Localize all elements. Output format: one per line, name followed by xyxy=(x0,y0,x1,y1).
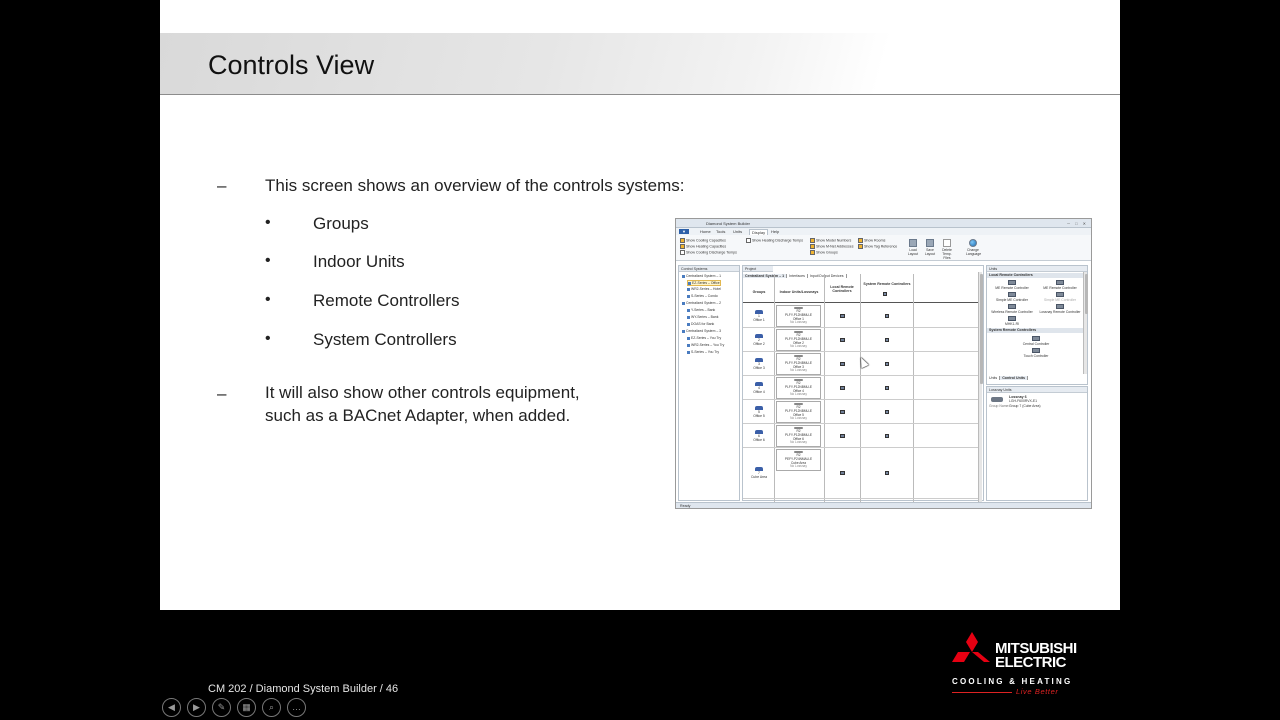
indoor-unit-card[interactable] xyxy=(776,305,821,327)
tree-item[interactable]: WR2-Series – Hotel xyxy=(687,287,721,291)
local-rc-section: Local Remote Controllers xyxy=(987,273,1083,278)
tab-centralized-system[interactable]: Centralized System – 1 xyxy=(743,274,787,278)
iu-model: PLFY-P12NBMU-E xyxy=(785,408,812,413)
group-cell[interactable] xyxy=(745,467,773,479)
see-all-slides-icon[interactable]: ▦ xyxy=(237,698,256,717)
iu-lossnay: No Lossnay xyxy=(790,368,807,373)
iu-location: Office 4 xyxy=(793,388,804,393)
tab-interfaces[interactable]: Interfaces xyxy=(787,274,808,278)
iu-location: Cube Area xyxy=(790,460,807,465)
slide xyxy=(160,0,1120,610)
system-controller-icon[interactable] xyxy=(885,434,889,438)
row-divider xyxy=(743,399,979,400)
column-divider xyxy=(860,274,861,502)
iu-location: Office 1 xyxy=(793,316,804,321)
group-number: 4 xyxy=(758,385,760,390)
system-controller-icon[interactable] xyxy=(885,338,889,342)
opt-heating-capacities[interactable]: Show Heating Capacities xyxy=(680,244,726,249)
bullet-remote-controllers: Remote Controllers xyxy=(313,291,460,310)
bullet-groups: Groups xyxy=(313,214,369,233)
opt-heating-discharge[interactable]: Show Heating Discharge Temps xyxy=(746,238,803,243)
group-number: 3 xyxy=(758,361,760,366)
project-tab[interactable]: Project xyxy=(743,266,773,272)
logo-subtitle: COOLING & HEATING xyxy=(952,677,1073,686)
opt-tag-reference[interactable]: Show Tag Reference xyxy=(858,244,897,249)
group-name: Office 1 xyxy=(753,317,765,322)
iu-location: Office 2 xyxy=(793,340,804,345)
row-divider xyxy=(743,375,979,376)
app-screenshot xyxy=(675,218,1092,509)
control-systems-pane xyxy=(678,265,740,501)
tree-item[interactable]: Centralized System – 1 xyxy=(682,274,721,278)
menu-tools[interactable]: Tools xyxy=(716,229,726,234)
tree-item[interactable]: WY-Series – Bank xyxy=(687,315,718,319)
remote-controller-icon xyxy=(1008,280,1016,285)
opt-groups[interactable]: Show Groups xyxy=(810,250,838,255)
row-divider xyxy=(743,351,979,352)
dash-marker: – xyxy=(217,176,227,195)
central-controller-icon xyxy=(1032,336,1040,341)
iu-model: PLFY-P12NBMU-E xyxy=(785,336,812,341)
group-number: 1 xyxy=(758,313,760,318)
system-rc-section: System Remote Controllers xyxy=(987,328,1083,333)
group-number: 7 xyxy=(758,471,760,475)
local-remote-controller-icon[interactable] xyxy=(840,386,845,390)
iu-location: Office 5 xyxy=(793,412,804,417)
system-controller-header-icon xyxy=(883,292,887,296)
outro-line-2: such as a BACnet Adapter, when added. xyxy=(265,406,571,425)
opt-rooms[interactable]: Show Rooms xyxy=(858,238,885,243)
row-divider xyxy=(743,327,979,328)
menu-display[interactable]: Display xyxy=(749,229,768,235)
change-language-button[interactable]: Change Language xyxy=(966,239,980,256)
iu-model: PLFY-P12NBMU-E xyxy=(785,312,812,317)
group-number: 5 xyxy=(758,409,760,414)
group-cell[interactable] xyxy=(745,334,773,346)
more-options-icon[interactable]: … xyxy=(287,698,306,717)
bullet-marker: • xyxy=(265,252,271,269)
dash-marker: – xyxy=(217,384,227,403)
tree-item[interactable]: WR2-Series – You Try xyxy=(687,343,724,347)
indoor-unit-card[interactable] xyxy=(776,377,821,399)
bullet-marker: • xyxy=(265,291,271,308)
app-window-title: Diamond System Builder xyxy=(706,221,751,226)
iu-model: PEFY-P24NMAU-E xyxy=(784,456,813,461)
logo-tagline: Live Better xyxy=(1016,687,1059,696)
iu-model: PLFY-P12NBMU-E xyxy=(785,432,812,437)
local-remote-controller-icon[interactable] xyxy=(840,314,845,318)
bullet-system-controllers: System Controllers xyxy=(313,330,457,349)
col-system-rc: System Remote Controllers xyxy=(863,282,911,286)
column-divider xyxy=(824,274,825,502)
opt-cooling-capacities[interactable]: Show Cooling Capacities xyxy=(680,238,726,243)
group-name: Office 5 xyxy=(753,413,765,418)
opt-model-numbers[interactable]: Show Model Numbers xyxy=(810,238,851,243)
iu-prefix: R2 xyxy=(796,453,801,457)
tree-item[interactable]: S-Series – Condo xyxy=(687,294,718,298)
outro-line-1: It will also show other controls equipment, xyxy=(265,383,580,402)
column-divider xyxy=(913,274,914,502)
system-controller-icon[interactable] xyxy=(885,362,889,366)
iu-lossnay: No Lossnay xyxy=(790,344,807,349)
load-layout-button[interactable]: Load Layout xyxy=(906,239,920,256)
lossnay-unit-icon xyxy=(991,397,1003,402)
bullet-marker: • xyxy=(265,330,271,347)
indoor-unit-card[interactable] xyxy=(776,353,821,375)
opt-mnet-addresses[interactable]: Show M-Net Addresses xyxy=(810,244,854,249)
lossnay-header: Lossnay Units xyxy=(987,387,1087,393)
rc-card[interactable]: MHK1-RI xyxy=(989,316,1035,326)
tab-units[interactable]: Units xyxy=(987,376,1000,380)
group-name: Office 2 xyxy=(753,341,765,346)
rc-card[interactable]: Lossnay Remote Controller xyxy=(1037,304,1083,314)
row-divider xyxy=(743,423,979,424)
local-remote-controller-icon[interactable] xyxy=(840,338,845,342)
control-systems-header: Control Systems xyxy=(679,266,739,272)
tree-item[interactable]: DOAS for Bank xyxy=(687,322,714,326)
iu-prefix: R2 xyxy=(796,429,801,433)
lossnay-pane xyxy=(986,386,1088,501)
local-remote-controller-icon[interactable] xyxy=(840,362,845,366)
iu-lossnay: No Lossnay xyxy=(790,464,807,469)
iu-lossnay: No Lossnay xyxy=(790,320,807,325)
system-controller-icon[interactable] xyxy=(885,471,889,475)
opt-cooling-discharge[interactable]: Show Cooling Discharge Temps xyxy=(680,250,737,255)
logo-line-1: MITSUBISHI xyxy=(995,640,1077,657)
iu-model: PLFY-P12NBMU-E xyxy=(785,384,812,389)
pen-icon[interactable]: ✎ xyxy=(212,698,231,717)
iu-prefix: R2 xyxy=(796,357,801,361)
system-controller-icon[interactable] xyxy=(885,386,889,390)
remote-controller-icon xyxy=(1056,292,1064,297)
iu-prefix: R2 xyxy=(796,333,801,337)
remote-controller-icon xyxy=(1056,304,1064,309)
row-divider xyxy=(743,447,979,448)
iu-location: Office 6 xyxy=(793,436,804,441)
delete-icon xyxy=(943,239,951,247)
thermostat-icon xyxy=(1008,316,1016,321)
indoor-unit-card[interactable] xyxy=(776,329,821,351)
indoor-unit-card[interactable] xyxy=(776,401,821,423)
three-diamonds-icon xyxy=(952,632,990,662)
group-name: Cube Area xyxy=(750,475,768,479)
sc-card[interactable]: Touch Controller xyxy=(1013,348,1059,358)
save-layout-button[interactable]: Save Layout xyxy=(923,239,937,256)
touch-controller-icon xyxy=(1032,348,1040,353)
slideshow-controls xyxy=(162,698,306,717)
units-tabs xyxy=(987,376,1028,380)
zoom-icon[interactable]: ⌕ xyxy=(262,698,281,717)
tree-item[interactable]: EZ-Series – You Try xyxy=(687,336,721,340)
globe-icon xyxy=(969,239,977,247)
rc-card[interactable]: Simple ME Controller xyxy=(1037,292,1083,302)
header-rule xyxy=(743,302,979,303)
group-cell[interactable] xyxy=(745,406,773,418)
app-ribbon xyxy=(676,235,1091,261)
iu-model: PLFY-P12NBMU-E xyxy=(785,360,812,365)
group-cell[interactable] xyxy=(745,382,773,394)
group-name: Office 3 xyxy=(753,365,765,370)
group-cell[interactable] xyxy=(745,358,773,370)
lossnay-model: LGH-F600RVX-E1 xyxy=(1009,399,1038,403)
iu-prefix: R2 xyxy=(796,405,801,409)
tab-control-units[interactable]: Control Units xyxy=(1000,376,1028,380)
app-status-bar: Ready xyxy=(676,502,1091,508)
next-slide-icon[interactable]: ▶ xyxy=(187,698,206,717)
delete-temp-files-button[interactable]: Delete Temp. Files xyxy=(940,239,954,260)
group-number: 2 xyxy=(758,337,760,342)
units-header: Units xyxy=(987,266,1087,272)
logo-rule xyxy=(952,692,1012,693)
rc-card[interactable]: ME Remote Controller xyxy=(1037,280,1083,290)
indoor-unit-card[interactable] xyxy=(776,425,821,447)
save-layout-icon xyxy=(926,239,934,247)
indoor-unit-card[interactable] xyxy=(776,449,821,471)
menu-home[interactable]: Home xyxy=(700,229,711,234)
local-remote-controller-icon[interactable] xyxy=(840,410,845,414)
app-title-bar xyxy=(676,219,1091,228)
iu-location: Office 3 xyxy=(793,364,804,369)
lossnay-group-label: Group Name: xyxy=(989,404,1010,408)
tree-item[interactable]: Centralized System – 3 xyxy=(682,329,721,333)
iu-lossnay: No Lossnay xyxy=(790,440,807,445)
units-scrollbar[interactable] xyxy=(1083,272,1087,374)
previous-slide-icon[interactable]: ◀ xyxy=(162,698,181,717)
project-subtabs xyxy=(743,274,847,278)
load-layout-icon xyxy=(909,239,917,247)
remote-controller-icon xyxy=(1056,280,1064,285)
iu-lossnay: No Lossnay xyxy=(790,416,807,421)
group-cell[interactable] xyxy=(745,430,773,442)
col-groups: Groups xyxy=(752,290,766,294)
column-divider xyxy=(774,274,775,502)
rc-card[interactable]: Simple ME Controller xyxy=(989,292,1035,302)
group-cell[interactable] xyxy=(745,310,773,322)
project-pane xyxy=(742,265,984,501)
group-name: Office 4 xyxy=(753,389,765,394)
system-controller-icon[interactable] xyxy=(885,410,889,414)
col-indoor-units: Indoor Units/Lossnays xyxy=(779,290,819,294)
group-name: Office 6 xyxy=(753,437,765,442)
app-file-menu[interactable]: ▼ xyxy=(679,229,689,234)
window-buttons[interactable]: ─ □ ✕ xyxy=(1067,221,1088,226)
app-menu xyxy=(676,228,1091,235)
menu-help[interactable]: Help xyxy=(771,229,780,234)
remote-controller-icon xyxy=(1008,304,1016,309)
tab-io-devices[interactable]: Input/Output Devices xyxy=(808,274,847,278)
rc-card[interactable]: Wireless Remote Controller xyxy=(989,304,1035,314)
iu-prefix: R2 xyxy=(796,381,801,385)
project-scrollbar[interactable] xyxy=(978,272,982,502)
lossnay-group: Group 7 (Cube Area) xyxy=(1009,404,1041,408)
system-controller-icon[interactable] xyxy=(885,314,889,318)
remote-controller-icon xyxy=(1008,292,1016,297)
rc-card[interactable]: ME Remote Controller xyxy=(989,280,1035,290)
logo-line-2: ELECTRIC xyxy=(995,654,1066,671)
iu-prefix: R2 xyxy=(796,309,801,313)
tree-item[interactable]: Centralized System – 2 xyxy=(682,301,721,305)
footer-text: CM 202 / Diamond System Builder / 46 xyxy=(208,683,399,695)
menu-units[interactable]: Units xyxy=(733,229,743,234)
tree-item[interactable]: EZ-Series – Office xyxy=(687,280,721,286)
sc-card[interactable]: Central Controller xyxy=(1013,336,1059,346)
intro-text: This screen shows an overview of the controls systems: xyxy=(265,176,685,195)
iu-lossnay: No Lossnay xyxy=(790,392,807,397)
col-local-rc: Local Remote Controllers xyxy=(830,285,854,293)
local-remote-controller-icon[interactable] xyxy=(840,471,845,475)
local-remote-controller-icon[interactable] xyxy=(840,434,845,438)
group-number: 6 xyxy=(758,433,760,438)
tree-item[interactable]: S-Series – You Try xyxy=(687,350,719,354)
row-divider xyxy=(743,498,979,499)
units-pane xyxy=(986,265,1088,385)
bullet-marker: • xyxy=(265,214,271,231)
lossnay-name: Lossnay 6 xyxy=(1009,395,1027,399)
slide-title: Controls View xyxy=(208,50,375,80)
bullet-indoor-units: Indoor Units xyxy=(313,252,405,271)
tree-item[interactable]: Y-Series – Bank xyxy=(687,308,715,312)
